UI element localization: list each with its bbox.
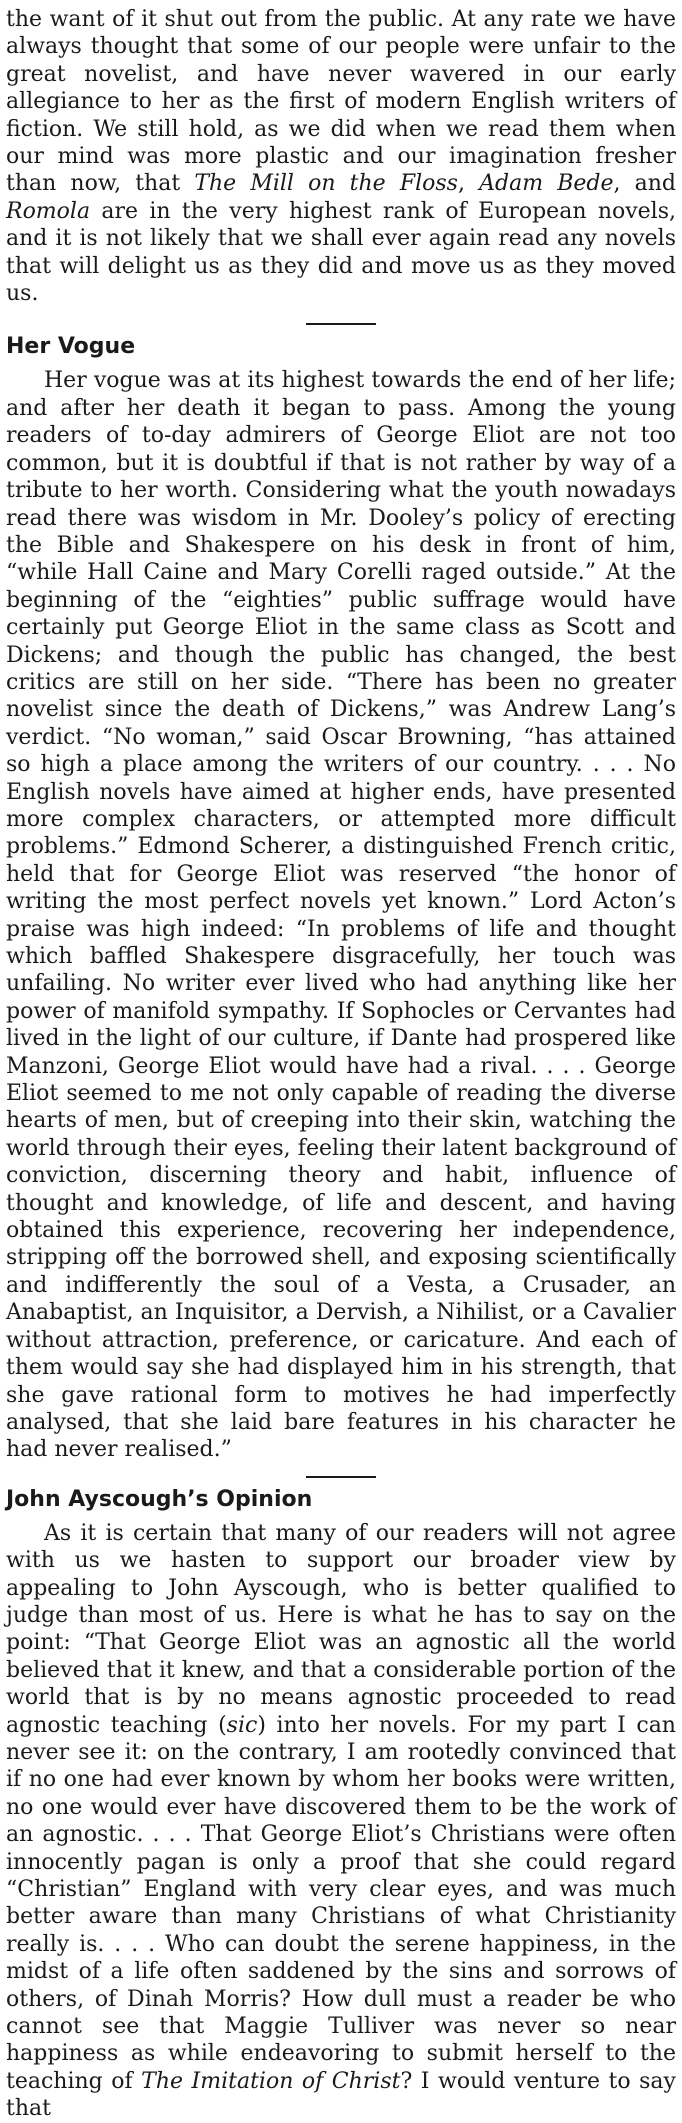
her-vogue-paragraph: Her vogue was at its highest towards the end of her life; and after her death it began to pass. Among the young readers of to-day admirers of George Eliot are not too common, but it is doubtful if that is not rather by way of a tribute to her worth. Considering what the youth nowadays read there was wisdom in Mr. Dooley’s policy of erecting the Bible and Shakespere on his desk in front of him, “while Hall Caine and Mary Corelli raged outside.” At the beginning of the “eighties” public suffrage would have certainly put George Eliot in the same class as Scott and Dickens; and though the public has changed, the best critics are still on her side. “There has been no greater novelist since the death of Dickens,” was Andrew Lang’s verdict. “No woman,” said Oscar Browning, “has attained so high a place among the writers of our country. . . . No English novels have aimed at higher ends, have presented more complex characters, or attempted more difficult problems.” Edmond Scherer, a distinguished French critic, held that for George Eliot was reserved “the honor of writing the most perfect novels yet known.” Lord Acton’s praise was high indeed: “In problems of life and thought which baffled Shakespere disgracefully, her touch was unfailing. No writer ever lived who had anything like her power of manifold sympathy. If Sophocles or Cervantes had lived in the light of our culture, if Dante had prospered like Manzoni, George Eliot would have had a rival. . . . George Eliot seemed to me not only capable of reading the diverse hearts of men, but of creeping into their skin, watching the world through their eyes, feeling their latent background of conviction, discerning theory and habit, influence of thought and knowledge, of life and descent, and having obtained this experience, recovering her independence, stripping off the borrowed shell, and exposing scientifically and indifferently the soul of a Vesta, a Crusader, an Anabaptist, an Inquisitor, a Dervish, a Nihilist, or a Cavalier without attraction, preference, or caricature. And each of them would say she had displayed him in his strength, that she gave rational form to motives he had imperfectly analysed, that she laid bare features in his character he had never realised.”: [6, 368, 676, 1463]
title-romola: Romola: [6, 198, 91, 224]
section-divider: [306, 323, 376, 325]
separator: ,: [457, 171, 480, 197]
opening-text: the want of it shut out from the public. At any rate we have always thought that some of our people were unfair to the great novelist, and have never wavered in our early allegiance to her as the first of modern English writers of fiction. We still hold, as we did when we read them when our mind was more plastic and our imagination fresher than now, that: [6, 7, 676, 197]
opening-text-continued: are in the very highest rank of European novels, and it is not likely that we shall ever again read any novels that will delight us as they did and move us as they moved us.: [6, 198, 676, 307]
ayscough-paragraph: [6, 1520, 676, 2123]
title-adam-bede: Adam Bede: [479, 171, 614, 197]
section-divider: [306, 1476, 376, 1478]
ayscough-text-end: ? I would venture to say that: [6, 2068, 676, 2122]
heading-john-ayscough-opinion: John Ayscough’s Opinion: [6, 1486, 313, 1512]
heading-her-vogue: Her Vogue: [6, 334, 136, 360]
ayscough-text: As it is certain that many of our readers will not agree with us we hasten to support our broader view by appealing to John Ayscough, who is better qualified to judge than most of us. Here is what he has to say on the point: “That George Eliot was an agnostic all the world believed that it knew, and that a considerable portion of the world that is by no means agnostic proceeded to read agnostic teaching (: [6, 1520, 676, 1738]
sic-note: sic: [226, 1712, 258, 1738]
title-imitation-of-christ: The Imitation of Christ: [141, 2068, 401, 2094]
ayscough-text-continued: ) into her novels. For my part I can never see it: on the contrary, I am rootedly convinced that if no one had ever known by whom her books were written, no one would ever have discovered them to be the work of an agnostic. . . . That George Eliot’s Christians were often innocently pagan is only a proof that she could regard “Christian” England with very clear eyes, and was much better aware than many Christians of what Christianity really is. . . . Who can doubt the serene happiness, in the midst of a life often saddened by the sins and sorrows of others, of Dinah Morris? How dull must a reader be who cannot see that Maggie Tulliver was never so near happiness as while endeavoring to submit herself to the teaching of: [6, 1712, 676, 2094]
opening-paragraph: [6, 6, 676, 307]
title-mill-on-the-floss: The Mill on the Floss: [194, 171, 458, 197]
separator: , and: [613, 171, 677, 197]
